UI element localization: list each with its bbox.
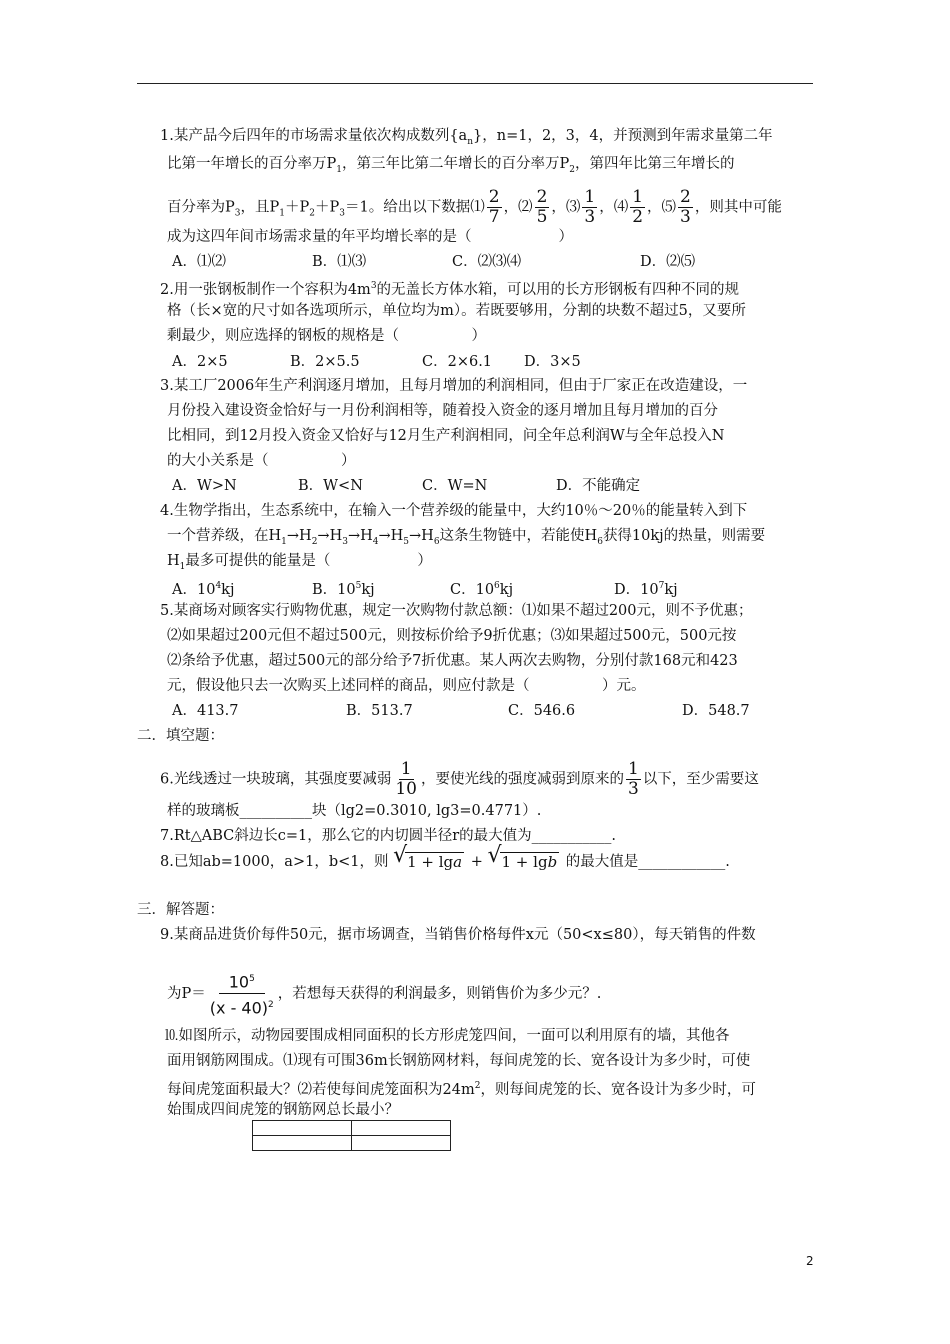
q2-line3: 剩最少，则应选择的钢板的规格是（ ） — [167, 328, 486, 344]
sqrt-expression-b: √ 1 + lgb — [487, 843, 558, 871]
section-solve-heading: 三．解答题： — [137, 902, 224, 918]
q5-line1: 5.某商场对顾客实行购物优惠，规定一次购物付款总额：⑴如果不超过200元，则不予优惠； — [160, 603, 753, 619]
q3-option-c: C．W=N — [422, 478, 488, 494]
q7-line: 7.Rt△ABC斜边长c=1，那么它的内切圆半径r的最大值为___________. — [160, 828, 617, 844]
q2-line1: 2.用一张钢板制作一个容积为$4m^3$的无盖长方体水箱，可以用的长方形钢板有四种不同的规 — [160, 281, 740, 298]
q5-option-c: C．546.6 — [508, 703, 576, 719]
q5-line4: 元，假设他只去一次购买上述同样的商品，则应付款是（ ）元。 — [167, 678, 646, 694]
fraction-1-3-q6: $\frac{1}{3}$ — [627, 759, 639, 799]
q1-line1: 1.某产品今后四年的市场需求量依次构成数列$\{a_n\}$，n=1，2，3，4，并预测到年需求量第二年 — [160, 128, 773, 147]
q5-line2: ⑵如果超过200元但不超过500元，则按标价给予9折优惠；⑶如果超过500元，500元按 — [167, 628, 737, 644]
q2-option-b: B．2×5.5 — [290, 354, 360, 370]
header-rule — [137, 83, 813, 84]
q4-line1: 4.生物学指出，生态系统中，在输入一个营养级的能量中，大约10％～20％的能量转入到下 — [160, 503, 748, 519]
q2-line2: 格（长×宽的尺寸如各选项所示，单位均为m）。若既要够用，分割的块数不超过5，又要所 — [167, 303, 746, 319]
q1-option-a: A．⑴⑵ — [172, 254, 226, 270]
q3-line3: 比相同，到12月投入资金又恰好与12月生产利润相同，问全年总利润W与全年总投入N — [167, 428, 725, 444]
q6-line1: 6.光线透过一块玻璃，其强度要减弱 $\frac{1}{10}$ ，要使光线的强度减弱到原来的 $\frac{1}{3}$ 以下，至少需要这 — [160, 759, 759, 799]
q4-option-d: D．$10^7kj$ — [614, 581, 678, 598]
fraction-1-3: $\frac{1}{3}$ — [584, 187, 596, 227]
sqrt-expression-a: √ 1 + lga — [393, 843, 463, 871]
q3-line1: 3.某工厂2006年生产利润逐月增加，且每月增加的利润相同，但由于厂家正在改造建设，一 — [160, 378, 748, 394]
q1-option-b: B．⑴⑶ — [312, 254, 367, 270]
q3-option-a: A．W>N — [172, 478, 237, 494]
q1-line3: 百分率为$P_3$，且$P_1+P_2+P_3=1$。给出以下数据⑴ $\frac{2}{7}$ ，⑵ $\frac{2}{5}$ ，⑶ $\frac{1}{3}$ ，⑷ $\frac{1}{2}$ ，⑸ $\frac{2}{3}$ ，则其中可能 — [167, 187, 782, 227]
q10-line1: ⒑如图所示，动物园要围成相同面积的长方形虎笼四间，一面可以利用原有的墙，其他各 — [164, 1028, 730, 1044]
q3-option-d: D．不能确定 — [556, 478, 641, 494]
q1-line4: 成为这四年间市场需求量的年平均增长率的是（ ） — [167, 229, 573, 245]
q3-line2: 月份投入建设资金恰好与一月份利润相等，随着投入资金的逐月增加且每月增加的百分 — [167, 403, 718, 419]
q4-line3: $H_1$最多可提供的能量是（ ） — [167, 553, 432, 572]
q10-line3: 每间虎笼面积最大？⑵若使每间虎笼面积为$24m^2$，则每间虎笼的长、宽各设计为多少时，可 — [167, 1081, 756, 1098]
q2-option-a: A．2×5 — [172, 354, 228, 370]
q4-line2: 一个营养级，在$H_1\to H_2\to H_3\to H_4\to H_5\to H_6$这条生物链中，若能使$H_6$获得10kj的热量，则需要 — [167, 528, 766, 547]
q4-option-a: A．$10^4kj$ — [172, 581, 235, 598]
q1-line2: 比第一年增长的百分率万$P_1$，第三年比第二年增长的百分率万$P_2$，第四年比第三年增长的 — [167, 156, 735, 175]
q9-line1: 9.某商品进货价每件50元，据市场调查，当销售价格每件x元（50<x≤80），每天销售的件数 — [160, 927, 756, 943]
q1-option-d: D．⑵⑸ — [640, 254, 696, 270]
fraction-2-5: $\frac{2}{5}$ — [536, 187, 548, 227]
q5-line3: ⑵条给予优惠，超过500元的部分给予7折优惠。某人两次去购物，分别付款168元和423 — [167, 653, 738, 669]
fraction-1-10: $\frac{1}{10}$ — [395, 759, 417, 799]
q2-option-c: C．2×6.1 — [422, 354, 493, 370]
q4-option-c: C．$10^6kj$ — [450, 581, 514, 598]
q3-line4: 的大小关系是（ ） — [167, 453, 356, 469]
q2-option-d: D．3×5 — [524, 354, 581, 370]
tiger-cage-diagram — [252, 1120, 451, 1151]
q10-line4: 始围成四间虎笼的钢筋网总长最小？ — [167, 1102, 399, 1118]
q5-option-a: A．413.7 — [172, 703, 239, 719]
fraction-price-formula: $\frac{10^5}{(x - 40)^2}$ — [208, 968, 276, 1020]
q6-line2: 样的玻璃板__________块（lg2=0.3010, lg3=0.4771）. — [167, 803, 542, 819]
section-fill-in-heading: 二．填空题： — [137, 728, 224, 744]
q9-line2: 为P＝ $\frac{10^5}{(x - 40)^2}$ ，若想每天获得的利润最多，则销售价为多少元？. — [167, 968, 601, 1020]
q8-line: 8.已知ab=1000，a>1，b<1，则 √ 1 + lga + √ 1 + lgb 的最大值是____________. — [160, 843, 730, 871]
fraction-2-7: $\frac{2}{7}$ — [488, 187, 500, 227]
q5-option-d: D．548.7 — [682, 703, 750, 719]
q10-line2: 面用钢筋网围成。⑴现有可围36m长钢筋网材料，每间虎笼的长、宽各设计为多少时，可使 — [167, 1053, 751, 1069]
q4-option-b: B．$10^5kj$ — [312, 581, 375, 598]
q1-option-c: C．⑵⑶⑷ — [452, 254, 522, 270]
q3-option-b: B．W<N — [298, 478, 363, 494]
q5-option-b: B．513.7 — [346, 703, 413, 719]
page-number: 2 — [806, 1254, 814, 1268]
fraction-2-3: $\frac{2}{3}$ — [680, 187, 691, 227]
fraction-1-2: $\frac{1}{2}$ — [632, 187, 644, 227]
